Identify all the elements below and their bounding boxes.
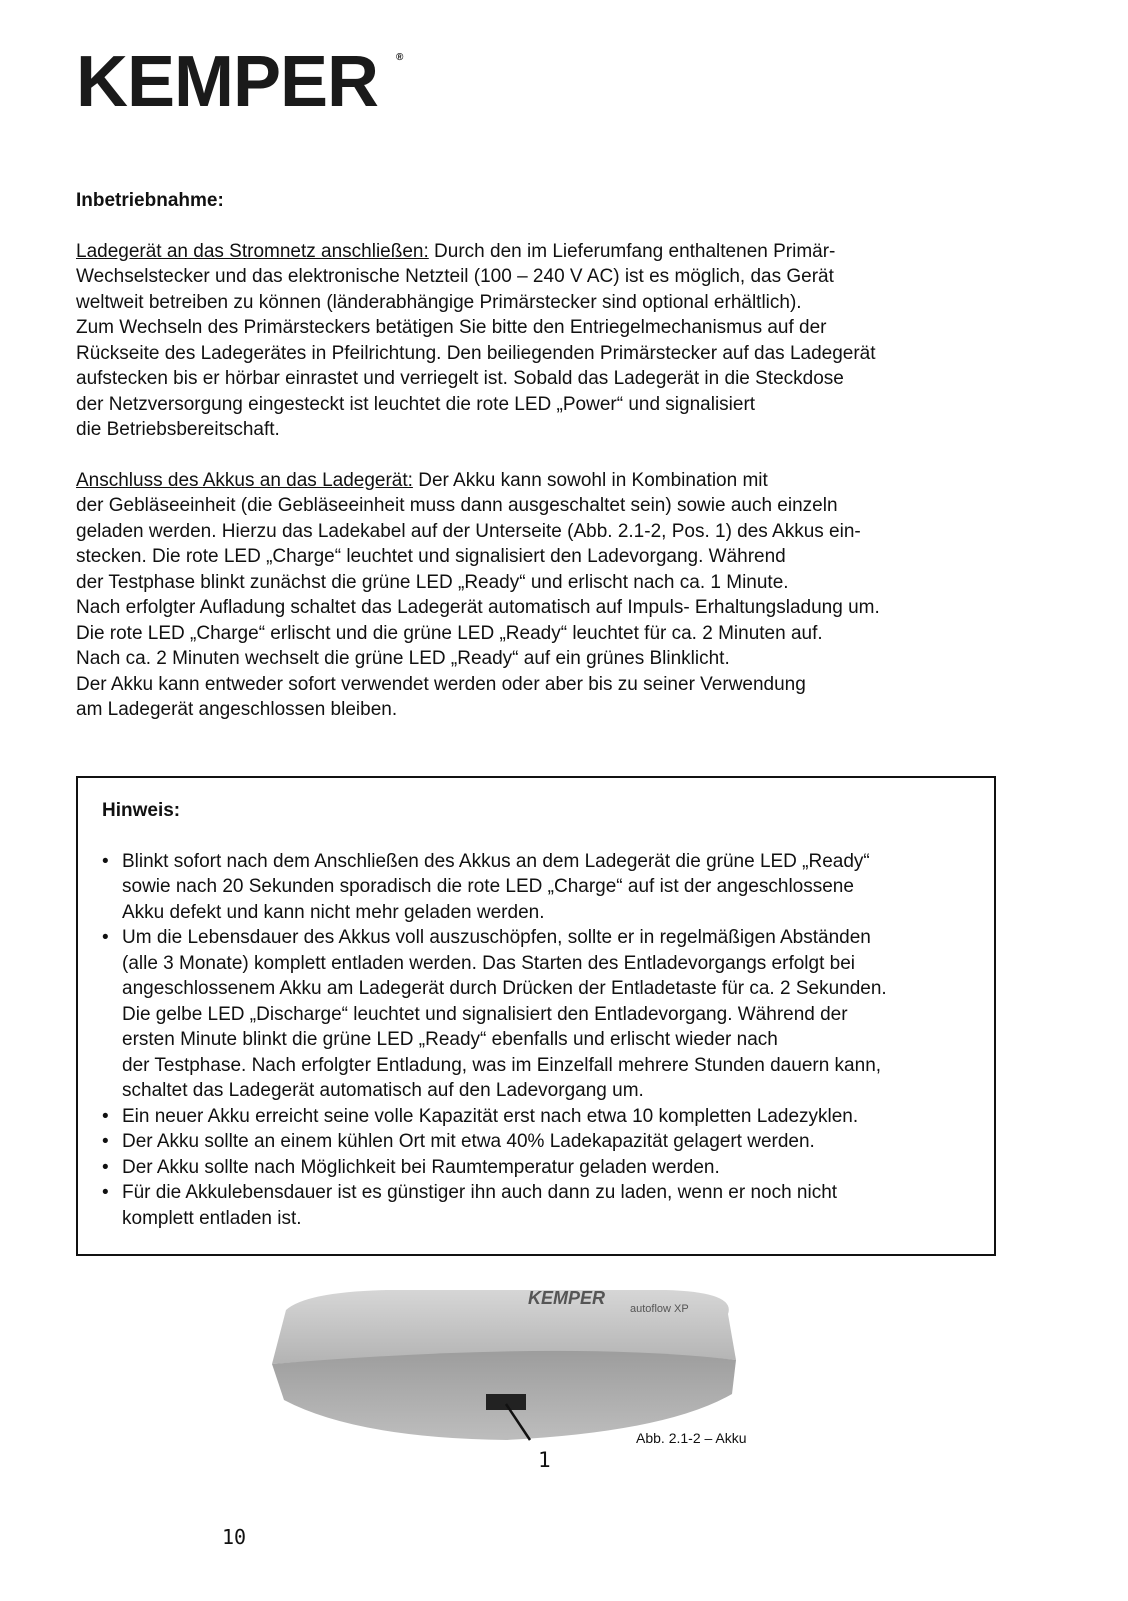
text-line: der Testphase blinkt zunächst die grüne LED „Ready“ und erlischt nach ca. 1 Minute.: [76, 571, 789, 593]
note-list: [102, 849, 972, 1232]
logo-text: KEMPER: [76, 42, 379, 122]
text-line: sowie nach 20 Sekunden sporadisch die rote LED „Charge“ auf ist der angeschlossene: [122, 876, 854, 897]
section-heading: Inbetriebnahme:: [76, 190, 224, 211]
text-line: (alle 3 Monate) komplett entladen werden. Das Starten des Entladevorgangs erfolgt bei: [122, 952, 855, 974]
note-item: [102, 849, 972, 926]
text-line: Der Akku kann entweder sofort verwendet werden oder aber bis zu seiner Verwendung: [76, 673, 806, 695]
text-line: Um die Lebensdauer des Akkus voll auszuschöpfen, sollte er in regelmäßigen Abständen: [122, 927, 871, 948]
paragraph-battery-lead: Anschluss des Akkus an das Ladegerät:: [76, 469, 413, 491]
text-line: Wechselstecker und das elektronische Netzteil (100 – 240 V AC) ist es möglich, das Gerät: [76, 266, 834, 287]
text-line: die Betriebsbereitschaft.: [76, 419, 280, 440]
note-item: [102, 1155, 972, 1181]
text-line: ersten Minute blinkt die grüne LED „Ready“ ebenfalls und erlischt wieder nach: [122, 1029, 778, 1050]
text-line: Akku defekt und kann nicht mehr geladen werden.: [122, 901, 545, 923]
text-line: Die rote LED „Charge“ erlischt und die grüne LED „Ready“ leuchtet für ca. 2 Minuten auf.: [76, 622, 823, 644]
text-line: Durch den im Lieferumfang enthaltenen Primär-: [428, 240, 836, 262]
text-line: weltweit betreiben zu können (länderabhängige Primärstecker sind optional erhältlich).: [76, 291, 802, 313]
text-line: stecken. Die rote LED „Charge“ leuchtet und signalisiert den Ladevorgang. Während: [76, 546, 786, 567]
battery-model: autoflow XP: [630, 1303, 689, 1315]
registered-mark: ®: [396, 52, 404, 63]
text-line: Der Akku sollte an einem kühlen Ort mit etwa 40% Ladekapazität gelagert werden.: [122, 1131, 815, 1152]
note-box: [76, 776, 996, 1256]
text-line: angeschlossenem Akku am Ladegerät durch Drücken der Entladetaste für ca. 2 Sekunden.: [122, 978, 887, 999]
note-item: [102, 1104, 972, 1130]
text-line: Die gelbe LED „Discharge“ leuchtet und signalisiert den Entladevorgang. Während der: [122, 1003, 848, 1025]
text-line: Nach ca. 2 Minuten wechselt die grüne LED „Ready“ auf ein grünes Blinklicht.: [76, 648, 730, 669]
text-line: komplett entladen ist.: [122, 1207, 302, 1229]
text-line: Blinkt sofort nach dem Anschließen des Akkus an dem Ladegerät die grüne LED „Ready“: [122, 850, 870, 872]
kemper-logo: [76, 42, 404, 122]
page-number: 10: [222, 1525, 247, 1549]
note-item: [102, 1129, 972, 1155]
paragraph-power: [76, 239, 996, 443]
text-line: am Ladegerät angeschlossen bleiben.: [76, 699, 398, 720]
paragraph-power-lead: Ladegerät an das Stromnetz anschließen:: [76, 240, 429, 262]
figure-caption: Abb. 2.1-2 – Akku: [636, 1430, 747, 1446]
text-line: Der Akku kann sowohl in Kombination mit: [412, 469, 768, 491]
text-line: Der Akku sollte nach Möglichkeit bei Raumtemperatur geladen werden.: [122, 1156, 720, 1178]
text-line: der Gebläseeinheit (die Gebläseeinheit muss dann ausgeschaltet sein) sowie auch einzeln: [76, 495, 838, 516]
charging-port: [486, 1394, 526, 1410]
text-line: Nach erfolgter Aufladung schaltet das Ladegerät automatisch auf Impuls- Erhaltungsladung um.: [76, 597, 880, 618]
text-line: der Netzversorgung eingesteckt ist leuchtet die rote LED „Power“ und signalisiert: [76, 393, 756, 415]
text-line: Zum Wechseln des Primärsteckers betätigen Sie bitte den Entriegelmechanismus auf der: [76, 317, 827, 338]
text-line: Rückseite des Ladegerätes in Pfeilrichtung. Den beiliegenden Primärstecker auf das Ladegerät: [76, 342, 876, 364]
figure-callout-number: 1: [538, 1448, 551, 1472]
text-line: schaltet das Ladegerät automatisch auf den Ladevorgang um.: [122, 1080, 644, 1101]
text-line: Für die Akkulebensdauer ist es günstiger ihn auch dann zu laden, wenn er noch nicht: [122, 1182, 838, 1203]
battery-brand: KEMPER: [528, 1288, 606, 1308]
text-line: geladen werden. Hierzu das Ladekabel auf der Unterseite (Abb. 2.1-2, Pos. 1) des Akkus ein-: [76, 520, 861, 542]
note-item: [102, 1180, 972, 1231]
text-line: aufstecken bis er hörbar einrastet und verriegelt ist. Sobald das Ladegerät in die Steckdose: [76, 368, 844, 389]
main-content: [76, 188, 996, 723]
text-line: der Testphase. Nach erfolgter Entladung, was im Einzelfall mehrere Stunden dauern kann,: [122, 1054, 882, 1076]
paragraph-battery: [76, 468, 996, 723]
note-title: Hinweis:: [102, 800, 181, 821]
text-line: Ein neuer Akku erreicht seine volle Kapazität erst nach etwa 10 kompletten Ladezyklen.: [122, 1105, 859, 1127]
note-item: [102, 925, 972, 1104]
